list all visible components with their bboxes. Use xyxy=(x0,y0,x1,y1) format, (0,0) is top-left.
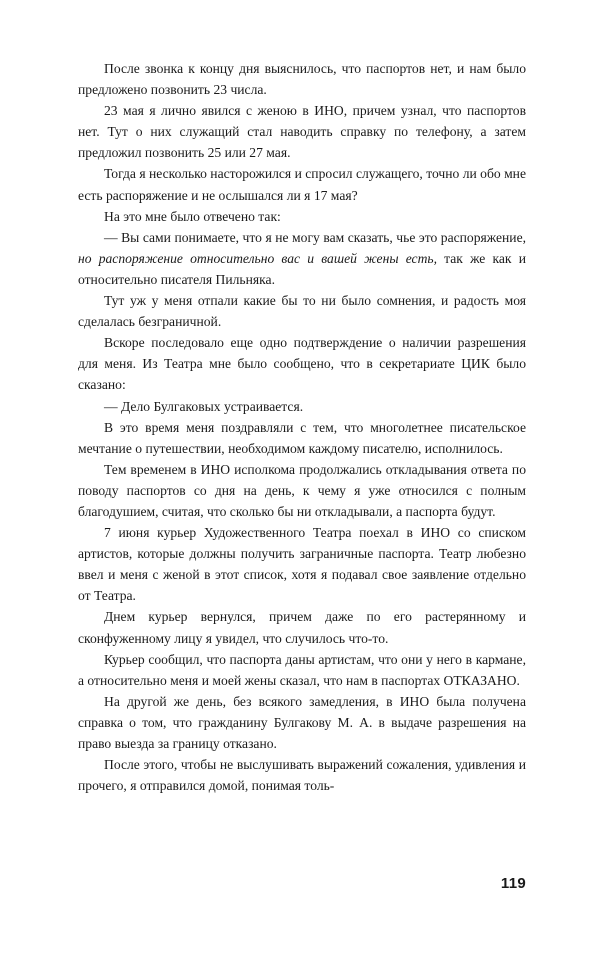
paragraph xyxy=(78,459,526,522)
text-run: Днем курьер вернулся, причем даже по его растерянному и сконфуженному лицу я увидел, что случилось что-то. xyxy=(78,609,526,646)
text-run: Тогда я несколько насторожился и спросил служащего, точно ли обо мне есть распоряжение и не ослышался ли я 17 мая? xyxy=(78,166,526,203)
paragraph xyxy=(78,227,526,290)
text-run: — Вы сами понимаете, что я не могу вам сказать, чье это распоряжение, xyxy=(104,229,526,245)
text-run: — Дело Булгаковых устраивается. xyxy=(104,398,304,414)
paragraph xyxy=(78,332,526,395)
paragraph xyxy=(78,754,526,796)
text-run: так же как и относительно писателя Пильняка. xyxy=(78,250,526,287)
paragraph xyxy=(78,522,526,606)
text-run: На это мне было отвечено так: xyxy=(104,208,281,224)
paragraph xyxy=(78,691,526,754)
text-run: Вскоре последовало еще одно подтверждение о наличии разрешения для меня. Из Театра мне было сообщено, что в секретариате ЦИК было сказано: xyxy=(78,335,526,393)
text-run: 7 июня курьер Художественного Театра поехал в ИНО со списком артистов, которые должны получить заграничные паспорта. Театр любезно ввел и меня с женой в этот список, хотя я подавал свое заявление отдельно от Театра. xyxy=(78,525,526,604)
paragraph xyxy=(78,290,526,332)
emphasis-text: но распоряжение относительно вас и вашей жены есть, xyxy=(78,250,437,266)
paragraph xyxy=(78,649,526,691)
paragraph xyxy=(78,163,526,205)
paragraph xyxy=(78,206,526,227)
text-run: Тут уж у меня отпали какие бы то ни было сомнения, и радость моя сделалась безграничной. xyxy=(78,293,526,330)
text-run: После звонка к концу дня выяснилось, что паспортов нет, и нам было предложено позвонить 23 числа. xyxy=(78,61,526,98)
paragraph xyxy=(78,606,526,648)
text-run: На другой же день, без всякого замедления, в ИНО была получена справка о том, что гражданину Булгакову М. А. в выдаче разрешения на право выезда за границу отказано. xyxy=(78,693,526,751)
page-body xyxy=(78,58,526,796)
text-run: После этого, чтобы не выслушивать выражений сожаления, удивления и прочего, я отправился домой, понимая толь- xyxy=(78,757,526,794)
text-run: Тем временем в ИНО исполкома продолжались откладывания ответа по поводу паспортов со дня на день, к чему я уже относился с полным благодушием, считая, что сколько бы ни откладывали, а паспорта будут. xyxy=(78,461,526,519)
text-run: В это время меня поздравляли с тем, что многолетнее писательское мечтание о путешествии, необходимом каждому писателю, исполнилось. xyxy=(78,419,526,456)
paragraph xyxy=(78,100,526,163)
paragraph xyxy=(78,396,526,417)
paragraph xyxy=(78,417,526,459)
paragraph xyxy=(78,58,526,100)
page-number: 119 xyxy=(500,875,526,892)
text-run: 23 мая я лично явился с женою в ИНО, причем узнал, что паспортов нет. Тут о них служащий стал наводить справку по телефону, а затем предложил позвонить 25 или 27 мая. xyxy=(78,103,526,161)
text-run: Курьер сообщил, что паспорта даны артистам, что они у него в кармане, а относительно меня и моей жены сказал, что нам в паспортах ОТКАЗАНО. xyxy=(78,651,526,688)
